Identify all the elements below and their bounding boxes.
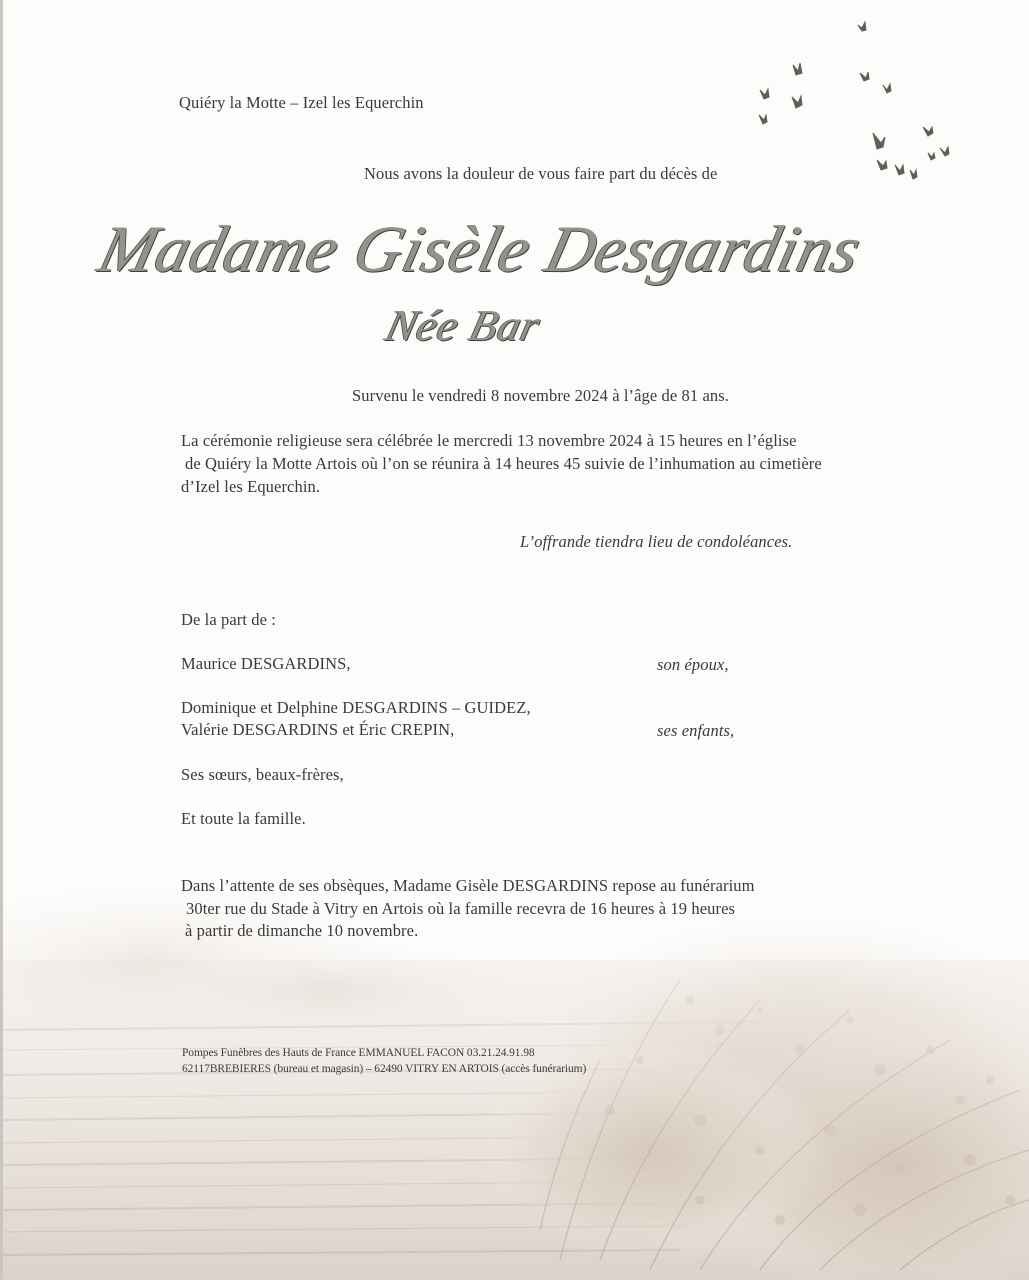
maiden-name: Née Bar bbox=[381, 301, 546, 350]
siblings-line: Ses sœurs, beaux-frères, bbox=[181, 765, 344, 784]
funerarium-line-1: Dans l’attente de ses obsèques, Madame Gisèle DESGARDINS repose au funérarium bbox=[181, 876, 755, 895]
children-relation: ses enfants, bbox=[657, 721, 735, 740]
ceremony-line-1: La cérémonie religieuse sera célébrée le mercredi 13 novembre 2024 à 15 heures en l’église bbox=[181, 431, 797, 450]
funerarium-line-3: à partir de dimanche 10 novembre. bbox=[185, 921, 419, 940]
announcement-intro: Nous avons la douleur de vous faire part du décès de bbox=[364, 164, 718, 183]
family-intro: De la part de : bbox=[181, 610, 276, 629]
ceremony-line-2: de Quiéry la Motte Artois où l’on se réunira à 14 heures 45 suivie de l’inhumation au cimetière bbox=[185, 454, 822, 473]
footer-line-1: Pompes Funèbres des Hauts de France EMMANUEL FACON 03.21.24.91.98 bbox=[182, 1047, 535, 1059]
flock-of-birds-icon bbox=[745, 15, 965, 195]
deceased-name: Madame Gisèle Desgardins bbox=[92, 213, 869, 286]
children-line-1: Dominique et Delphine DESGARDINS – GUIDEZ, bbox=[181, 698, 531, 717]
spouse-name: Maurice DESGARDINS, bbox=[181, 654, 351, 673]
ceremony-line-3: d’Izel les Equerchin. bbox=[181, 477, 321, 496]
scan-edge bbox=[0, 0, 3, 1280]
children-line-2: Valérie DESGARDINS et Éric CREPIN, bbox=[181, 720, 455, 739]
funerarium-line-2: 30ter rue du Stade à Vitry en Artois où la famille recevra de 16 heures à 19 heures bbox=[186, 899, 736, 918]
family-line: Et toute la famille. bbox=[181, 809, 306, 828]
spouse-relation: son époux, bbox=[657, 655, 729, 674]
footer-line-2: 62117BREBIERES (bureau et magasin) – 62490 VITRY EN ARTOIS (accès funérarium) bbox=[182, 1063, 587, 1075]
offering-note: L’offrande tiendra lieu de condoléances. bbox=[520, 532, 793, 551]
location-header: Quiéry la Motte – Izel les Equerchin bbox=[179, 93, 424, 112]
death-info: Survenu le vendredi 8 novembre 2024 à l’âge de 81 ans. bbox=[352, 386, 729, 405]
